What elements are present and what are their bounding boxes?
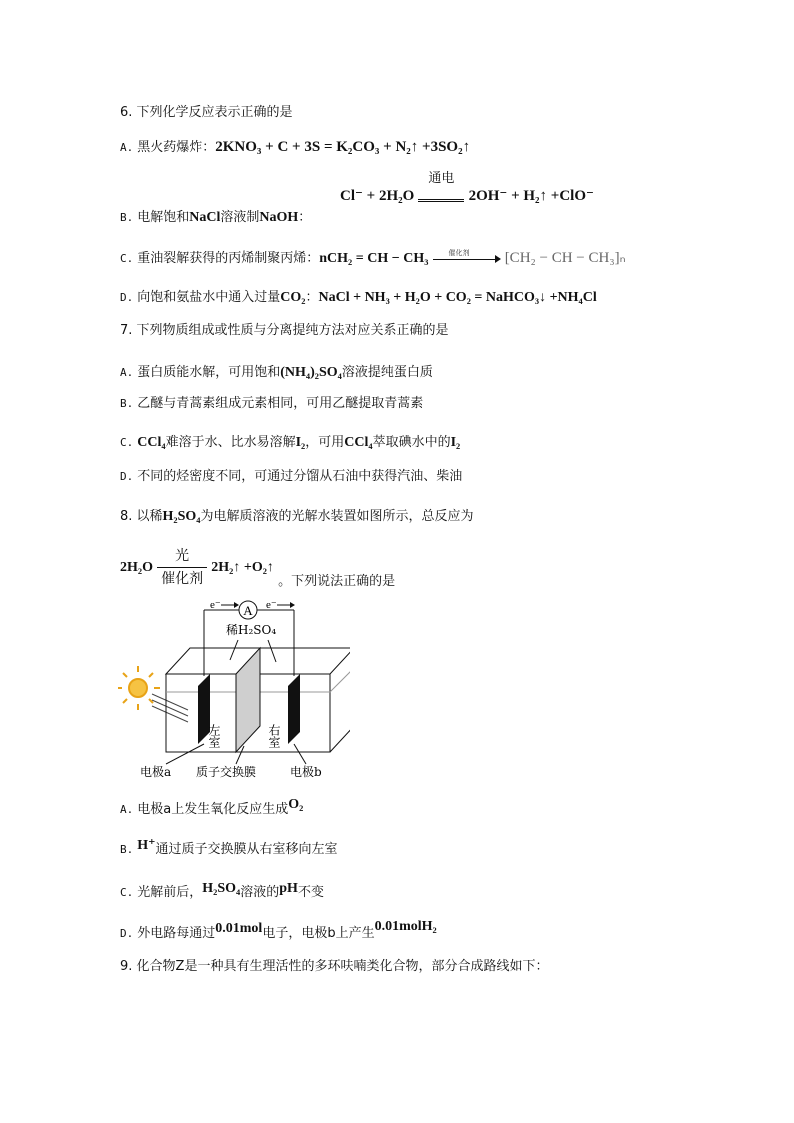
q8-option-a bbox=[120, 797, 304, 819]
light-rays bbox=[152, 694, 188, 722]
q7-a-text1: 蛋白质能水解，可用饱和 bbox=[137, 365, 281, 380]
q7-option-d bbox=[120, 468, 462, 486]
q8-option-d bbox=[120, 919, 437, 943]
electrode-b-label: 电极b bbox=[290, 765, 322, 779]
q8-d-text2: 电子，电极b上产生 bbox=[262, 926, 375, 941]
q8-eq-left: 2H₂O bbox=[120, 560, 153, 575]
membrane-label: 质子交换膜 bbox=[196, 765, 257, 779]
q6-d-text: 向饱和氨盐水中通入过量 bbox=[137, 290, 281, 305]
q8-eq-right: 2H₂↑ +O₂↑ bbox=[211, 560, 274, 575]
q6-option-a bbox=[120, 138, 470, 157]
q7-c-ccl4-2: CCl₄ bbox=[344, 435, 373, 450]
q7-c-text2: ，可用 bbox=[305, 435, 345, 450]
q7-c-i2-2: I₂ bbox=[450, 435, 461, 450]
q7-c-text1: 难溶于水、比水易溶解 bbox=[165, 435, 296, 450]
q8-b-hplus: H⁺ bbox=[137, 838, 156, 853]
q6-d-co2: CO₂ bbox=[280, 290, 306, 305]
q6-a-equation: 2KNO₃ + C + 3S = K₂CO₃ + N₂↑ +3SO₂↑ bbox=[215, 139, 471, 155]
q8-d-label: D. bbox=[120, 927, 134, 940]
q6-b-naoh: NaOH bbox=[259, 210, 299, 225]
proton-exchange-membrane bbox=[236, 648, 260, 752]
q7-option-c bbox=[120, 434, 460, 452]
q8-b-text: 通过质子交换膜从右室移向左室 bbox=[155, 842, 338, 857]
q7-a-formula: (NH₄)₂SO₄ bbox=[280, 365, 342, 380]
electron-left-label: e⁻ bbox=[210, 599, 221, 611]
q6-b-eq-right: 2OH⁻ + H₂↑ +ClO⁻ bbox=[468, 188, 594, 204]
q9-stem: 9. 化合物Z是一种具有生理活性的多环呋喃类化合物，部分合成路线如下： bbox=[120, 959, 549, 974]
electron-right-arrowhead bbox=[290, 602, 295, 608]
q8-d-text1: 外电路每通过 bbox=[137, 926, 216, 941]
q8-stem-line2 bbox=[120, 545, 395, 590]
q7-d-text: 不同的烃密度不同，可通过分馏从石油中获得汽油、柴油 bbox=[137, 469, 463, 484]
q6-c-eq-cond: 催化剂 bbox=[448, 248, 470, 257]
q7-d-label: D. bbox=[120, 470, 134, 483]
q7-b-label: B. bbox=[120, 397, 134, 410]
photolysis-cell-diagram bbox=[118, 596, 350, 782]
q8-d-h2: 0.01molH₂ bbox=[374, 919, 437, 934]
q8-d-mol: 0.01mol bbox=[215, 921, 263, 936]
q6-b-text3: ： bbox=[298, 210, 312, 225]
q7-c-ccl4: CCl₄ bbox=[137, 435, 166, 450]
q7-c-label: C. bbox=[120, 436, 134, 449]
q8-stem1: 8. 以稀 bbox=[120, 509, 163, 524]
ammeter-label: A bbox=[243, 603, 253, 618]
q8-a-o2: O₂ bbox=[288, 797, 304, 812]
ammeter-icon bbox=[239, 601, 257, 619]
q8-eq-fraction bbox=[157, 545, 207, 590]
q7-c-text3: 萃取碘水中的 bbox=[372, 435, 451, 450]
q8-c-ph: pH bbox=[279, 881, 298, 896]
q6-a-text: 黑火药爆炸： bbox=[137, 140, 216, 155]
q8-c-text2: 溶液的 bbox=[240, 885, 280, 900]
q8-c-text3: 不变 bbox=[297, 885, 324, 900]
q6-b-text2: 溶液制 bbox=[220, 210, 260, 225]
electrode-a-label: 电极a bbox=[140, 765, 172, 779]
q6-c-eq-right: [CH₂ − CH − CH₃]ₙ bbox=[504, 250, 626, 266]
q6-b-eq-cond-text: 通电 bbox=[428, 171, 455, 186]
q8-a-text: 电极a上发生氧化反应生成 bbox=[137, 802, 289, 817]
q6-stem: 6. 下列化学反应表示正确的是 bbox=[120, 105, 293, 120]
q6-b-equation bbox=[340, 171, 594, 206]
q6-c-text: 重油裂解获得的丙烯制聚丙烯： bbox=[137, 251, 320, 266]
q8-b-label: B. bbox=[120, 843, 134, 856]
electron-left-arrowhead bbox=[234, 602, 239, 608]
q6-a-label: A. bbox=[120, 141, 134, 154]
left-room-label: 左室 bbox=[207, 724, 221, 748]
q8-eq-top: 光 bbox=[157, 545, 207, 568]
q7-stem: 7. 下列物质组成或性质与分离提纯方法对应关系正确的是 bbox=[120, 323, 449, 338]
q8-eq-bottom: 催化剂 bbox=[161, 571, 204, 587]
q8-option-c bbox=[120, 881, 324, 902]
q7-a-label: A. bbox=[120, 366, 134, 379]
q7-option-b bbox=[120, 395, 423, 413]
q6-b-eq-left: Cl⁻ + 2H₂O bbox=[340, 188, 415, 204]
q6-c-eq-left: nCH₂ = CH − CH₃ bbox=[319, 251, 429, 266]
q8-c-label: C. bbox=[120, 886, 134, 899]
q8-stem-line1 bbox=[120, 508, 474, 526]
q7-a-text2: 溶液提纯蛋白质 bbox=[341, 365, 433, 380]
q6-d-equation: NaCl + NH₃ + H₂O + CO₂ = NaHCO₃↓ +NH₄Cl bbox=[318, 290, 597, 305]
q8-c-h2so4: H₂SO₄ bbox=[202, 881, 241, 896]
q6-b-eq-condition bbox=[418, 171, 464, 206]
solution-label: 稀H₂SO₄ bbox=[226, 623, 277, 637]
right-room-label: 右室 bbox=[267, 724, 281, 748]
electron-right-label: e⁻ bbox=[266, 599, 277, 611]
q6-option-d bbox=[120, 289, 597, 307]
q6-b-text1: 电解饱和 bbox=[137, 210, 190, 225]
q6-b-label: B. bbox=[120, 211, 134, 224]
q6-d-colon: ： bbox=[305, 290, 319, 305]
electrode-b bbox=[288, 674, 300, 744]
q7-c-i2: I₂ bbox=[295, 435, 306, 450]
q6-c-label: C. bbox=[120, 252, 134, 265]
q6-b-nacl: NaCl bbox=[189, 210, 221, 225]
q8-stem3: 。下列说法正确的是 bbox=[278, 574, 396, 589]
q8-option-b bbox=[120, 838, 338, 859]
q7-b-text: 乙醚与青蒿素组成元素相同，可用乙醚提取青蒿素 bbox=[137, 396, 424, 411]
q7-option-a bbox=[120, 364, 433, 382]
q8-c-text1: 光解前后， bbox=[137, 885, 203, 900]
q6-c-eq-arrow bbox=[433, 248, 501, 264]
q6-d-label: D. bbox=[120, 291, 134, 304]
sun-icon bbox=[118, 666, 160, 710]
q8-h2so4: H₂SO₄ bbox=[162, 509, 201, 524]
q6-option-c bbox=[120, 249, 626, 268]
q8-a-label: A. bbox=[120, 803, 134, 816]
q8-stem2: 为电解质溶液的光解水装置如图所示，总反应为 bbox=[200, 509, 474, 524]
q6-option-b bbox=[120, 209, 311, 227]
